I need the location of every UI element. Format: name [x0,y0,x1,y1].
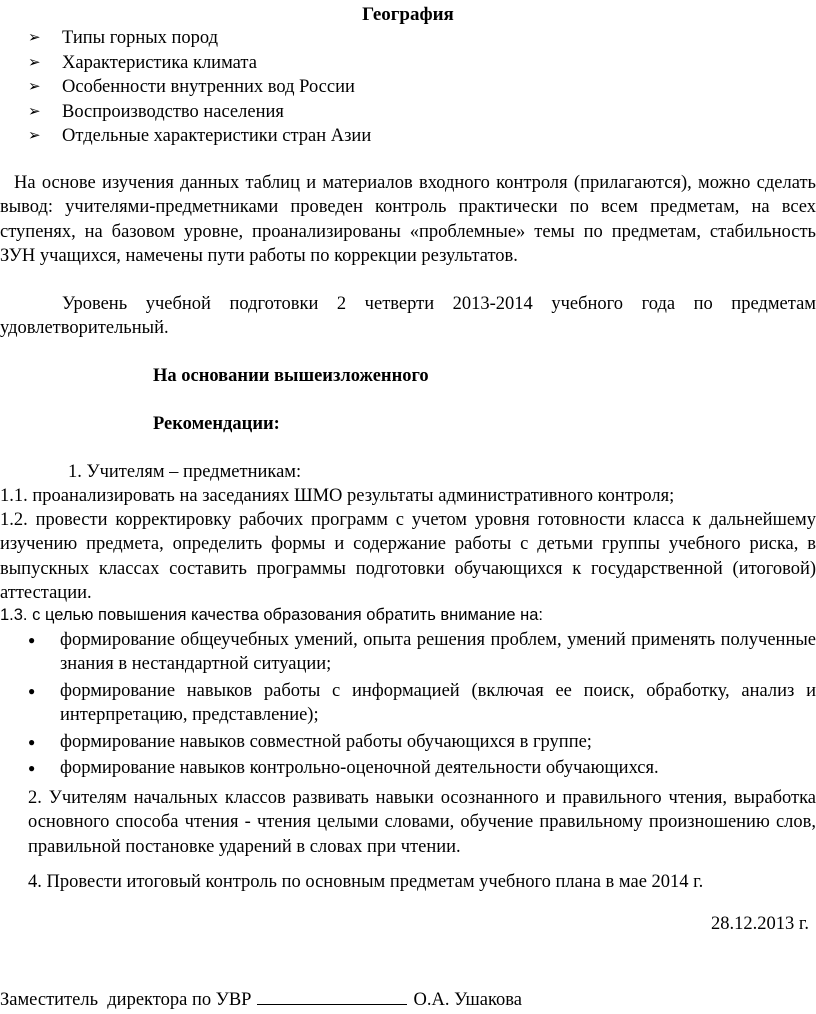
arrow-bullet-icon: ➢ [28,79,41,96]
item-1-title: 1. Учителям – предметникам: [68,462,302,482]
section-heading: На основании вышеизложенного [153,366,429,386]
topic-list [28,26,371,149]
conclusion-paragraph: На основе изучения данных таблиц и материалов входного контроля (прилагаются), можно сделать вывод: учителями-предметниками проведен контроль практически по всем предметам, на всех ступенях, на базовом уровне, проанализированы «проблемные» темы по предметам, стабильность ЗУН учащихся, намечены пути работы по коррекции результатов. [0,173,816,266]
signature-name: О.А. Ушакова [413,990,522,1010]
item-1-1: 1.1. проанализировать на заседаниях ШМО результаты административного контроля; [0,486,675,506]
dot-bullet-icon: ● [28,734,36,749]
topic-label: Особенности внутренних вод России [62,77,355,98]
focus-list [28,628,816,782]
list-item [28,679,816,728]
topic-label: Воспроизводство населения [62,101,284,122]
item-2: 2. Учителям начальных классов развивать навыки осознанного и правильного чтения, выработка основного способа чтения - чтения целыми словами, обучение правильному произношению слов, правильной постановке ударений в словах при чтении. [28,788,816,857]
dot-bullet-icon: ● [28,683,36,698]
focus-label: формирование навыков совместной работы обучающихся в группе; [60,731,592,752]
signature-line [0,987,522,1012]
focus-label: формирование общеучебных умений, опыта решения проблем, умений применять полученные знания в нестандартной ситуации; [60,630,816,675]
item-4: 4. Провести итоговый контроль по основным предметам учебного плана в мае 2014 г. [28,872,704,892]
topic-label: Отдельные характеристики стран Азии [62,126,372,147]
list-item [28,756,816,780]
dot-bullet-icon: ● [28,761,36,776]
list-item [28,51,371,76]
dot-bullet-icon: ● [28,633,36,647]
level-paragraph: Уровень учебной подготовки 2 четверти 2013-2014 учебного года по предметам удовлетворительный. [0,294,816,339]
topic-label: Типы горных пород [62,28,219,49]
item-1-3: 1.3. с целью повышения качества образования обратить внимание на: [0,606,543,624]
signature-blank [257,987,407,1005]
arrow-bullet-icon: ➢ [28,54,41,71]
list-item [28,124,371,149]
list-item [28,75,371,100]
list-item [28,26,371,51]
focus-label: формирование навыков работы с информацией (включая ее поиск, обработку, анализ и интерпретацию, представление); [60,680,816,726]
signature-role: Заместитель директора по УВР [0,990,252,1010]
recommendations-heading: Рекомендации: [153,414,280,434]
arrow-bullet-icon: ➢ [28,103,41,120]
arrow-bullet-icon: ➢ [28,128,41,145]
list-item [28,730,816,754]
topic-label: Характеристика климата [62,52,257,73]
page-title: География [362,4,454,25]
list-item [28,628,816,677]
arrow-bullet-icon: ➢ [28,30,41,47]
focus-label: формирование навыков контрольно-оценочной деятельности обучающихся. [60,758,659,779]
document-date: 28.12.2013 г. [710,914,809,934]
item-1-2: 1.2. провести корректировку рабочих программ с учетом уровня готовности класса к дальнейшему изучению предмета, определить формы и содержание работы с детьми группы учебного риска, в выпускных классах составить программы подготовки обучающихся к государственной (итоговой) аттестации. [0,510,816,603]
list-item [28,100,371,125]
